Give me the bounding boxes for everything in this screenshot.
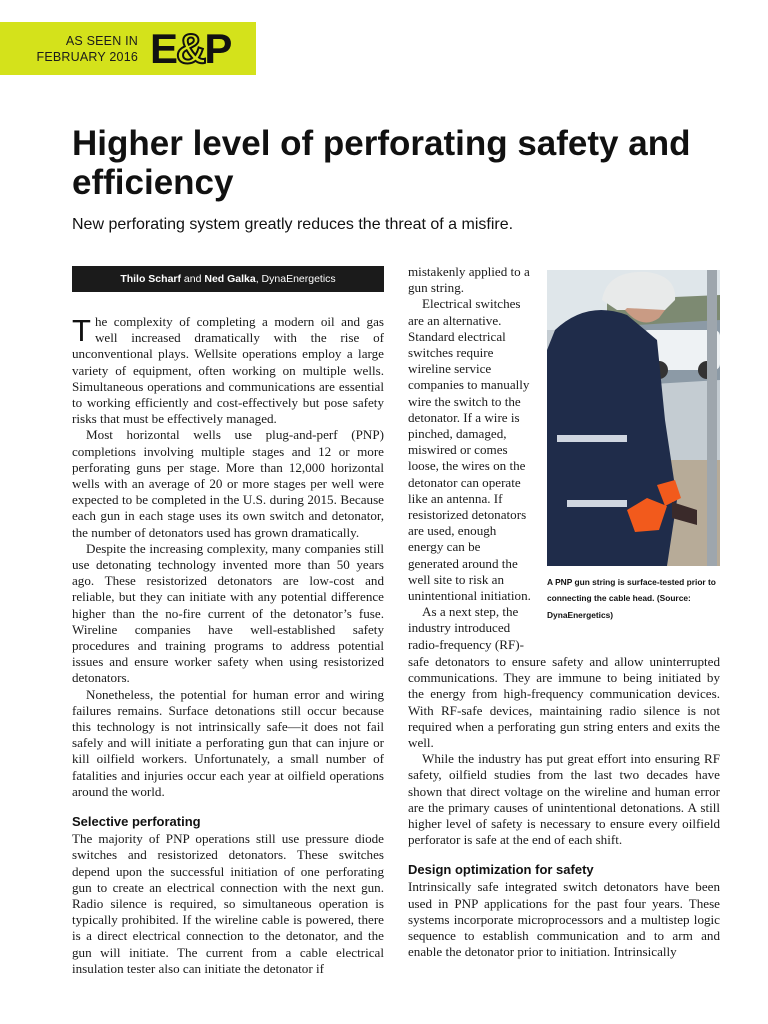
article-photo <box>547 270 720 566</box>
paragraph-9: safe detonators to ensure safety and allow uninterrupted communications. They are immune to being initiated by the energy from high-frequency communication devices. With RF-safe devices, maintaining radio silence is not required when a perforating gun string enters and exits the well. <box>408 654 720 751</box>
article-column-2-narrow <box>408 264 534 653</box>
banner-text <box>37 33 139 65</box>
paragraph-11: Intrinsically safe integrated switch detonators have been used in PNP applications for the past four years. These systems incorporate microprocessors and a multistep logic sequence to establish communication and to arm and enable the detonator prior to initiation. Intrinsically <box>408 879 720 960</box>
paragraph-3: Despite the increasing complexity, many companies still use detonating technology invented more than 50 years ago. These resistorized detonators are low-cost and reliable, but they can initiate with any potential difference higher than the no-fire current of the detonator’s fuse. Wireline companies have well-established safety procedures and training programs to address potential issues and ensure worker safety when using resistorized detonators. <box>72 540 384 686</box>
author-2: Ned Galka <box>204 273 256 285</box>
section-heading-design-optimization: Design optimization for safety <box>408 862 594 878</box>
as-seen-in-banner <box>0 22 256 75</box>
article-column-1 <box>72 314 384 977</box>
author-1: Thilo Scharf <box>120 273 181 285</box>
paragraph-1: The complexity of completing a modern oil and gas well increased dramatically with the rise of unconventional plays. Wellsite operations employ a large variety of equipment, often working on multiple wells. Simultaneous operations and communications are essential to working efficiently and cost-effectively but pose safety risks that must be effectively managed. <box>72 313 384 427</box>
paragraph-4: Nonetheless, the potential for human error and wiring failures remains. Surface detonations still occur because this technology is not intrinsically safe—it does not fail safely and will initiate a perforating gun that can injure or kill oilfield workers. Unfortunately, a small number of fatalities and injuries occur each year at oilfield operations around the world. <box>72 686 384 799</box>
paragraph-5: The majority of PNP operations still use pressure diode switches and resistorized detonators. These switches depend upon the successful initiation of one perforating gun to create an electrical connection with the next gun. Radio silence is required, so simultaneous operation is typically prohibited. If the wireline cable is powered, there is a direct electrical connection to the detonator, and the gun will initiate. The current from a cable electrical insulation tester also can initiate the detonator if <box>72 831 384 976</box>
banner-line-1: AS SEEN IN <box>65 34 138 48</box>
paragraph-10: While the industry has put great effort into ensuring RF safety, oilfield studies from the last two decades have shown that direct voltage on the wireline and human error are the primary causes of unintentional detonations. A still higher level of safety is necessary to ensure every oilfield perforator is safe at the end of each shift. <box>408 751 720 848</box>
paragraph-7: Electrical switches are an alternative. Standard electrical switches require wireline service companies to manually wire the switch to the detonator. If a wire is pinched, damaged, miswired or comes loose, the wires on the detonator can operate like an antenna. If resistorized detonators are used, enough energy can be generated around the well site to risk an unintentional initiation. <box>408 296 531 604</box>
paragraph-2: Most horizontal wells use plug-and-perf (PNP) completions involving multiple stages and 12 or more perforating guns per stage. More than 12,000 horizontal wells with an average of 20 or more stages per well were expected to be completed in the U.S. during 2015. Because each gun in each stage uses its own switch and detonator, the number of detonators used has grown dramatically. <box>72 427 384 540</box>
paragraph-8: As a next step, the industry introduced radio-frequency (RF)- <box>408 604 524 652</box>
byline: Thilo Scharf and Ned Galka, DynaEnergetics <box>72 266 384 292</box>
section-heading-selective-perforating: Selective perforating <box>72 814 201 830</box>
worker-photo-illustration <box>547 270 720 566</box>
ep-logo: E&P <box>150 25 231 72</box>
banner-line-2: FEBRUARY 2016 <box>36 50 138 64</box>
headline: Higher level of perforating safety and efficiency <box>72 124 691 202</box>
article-column-2-wide <box>408 654 720 960</box>
photo-caption: A PNP gun string is surface-tested prior to connecting the cable head. (Source: DynaEnergetics) <box>547 577 716 620</box>
drop-cap: T <box>72 313 91 348</box>
author-company: , DynaEnergetics <box>255 273 336 285</box>
paragraph-6: mistakenly applied to a gun string. <box>408 264 530 296</box>
subheadline: New perforating system greatly reduces the threat of a misfire. <box>72 216 514 233</box>
